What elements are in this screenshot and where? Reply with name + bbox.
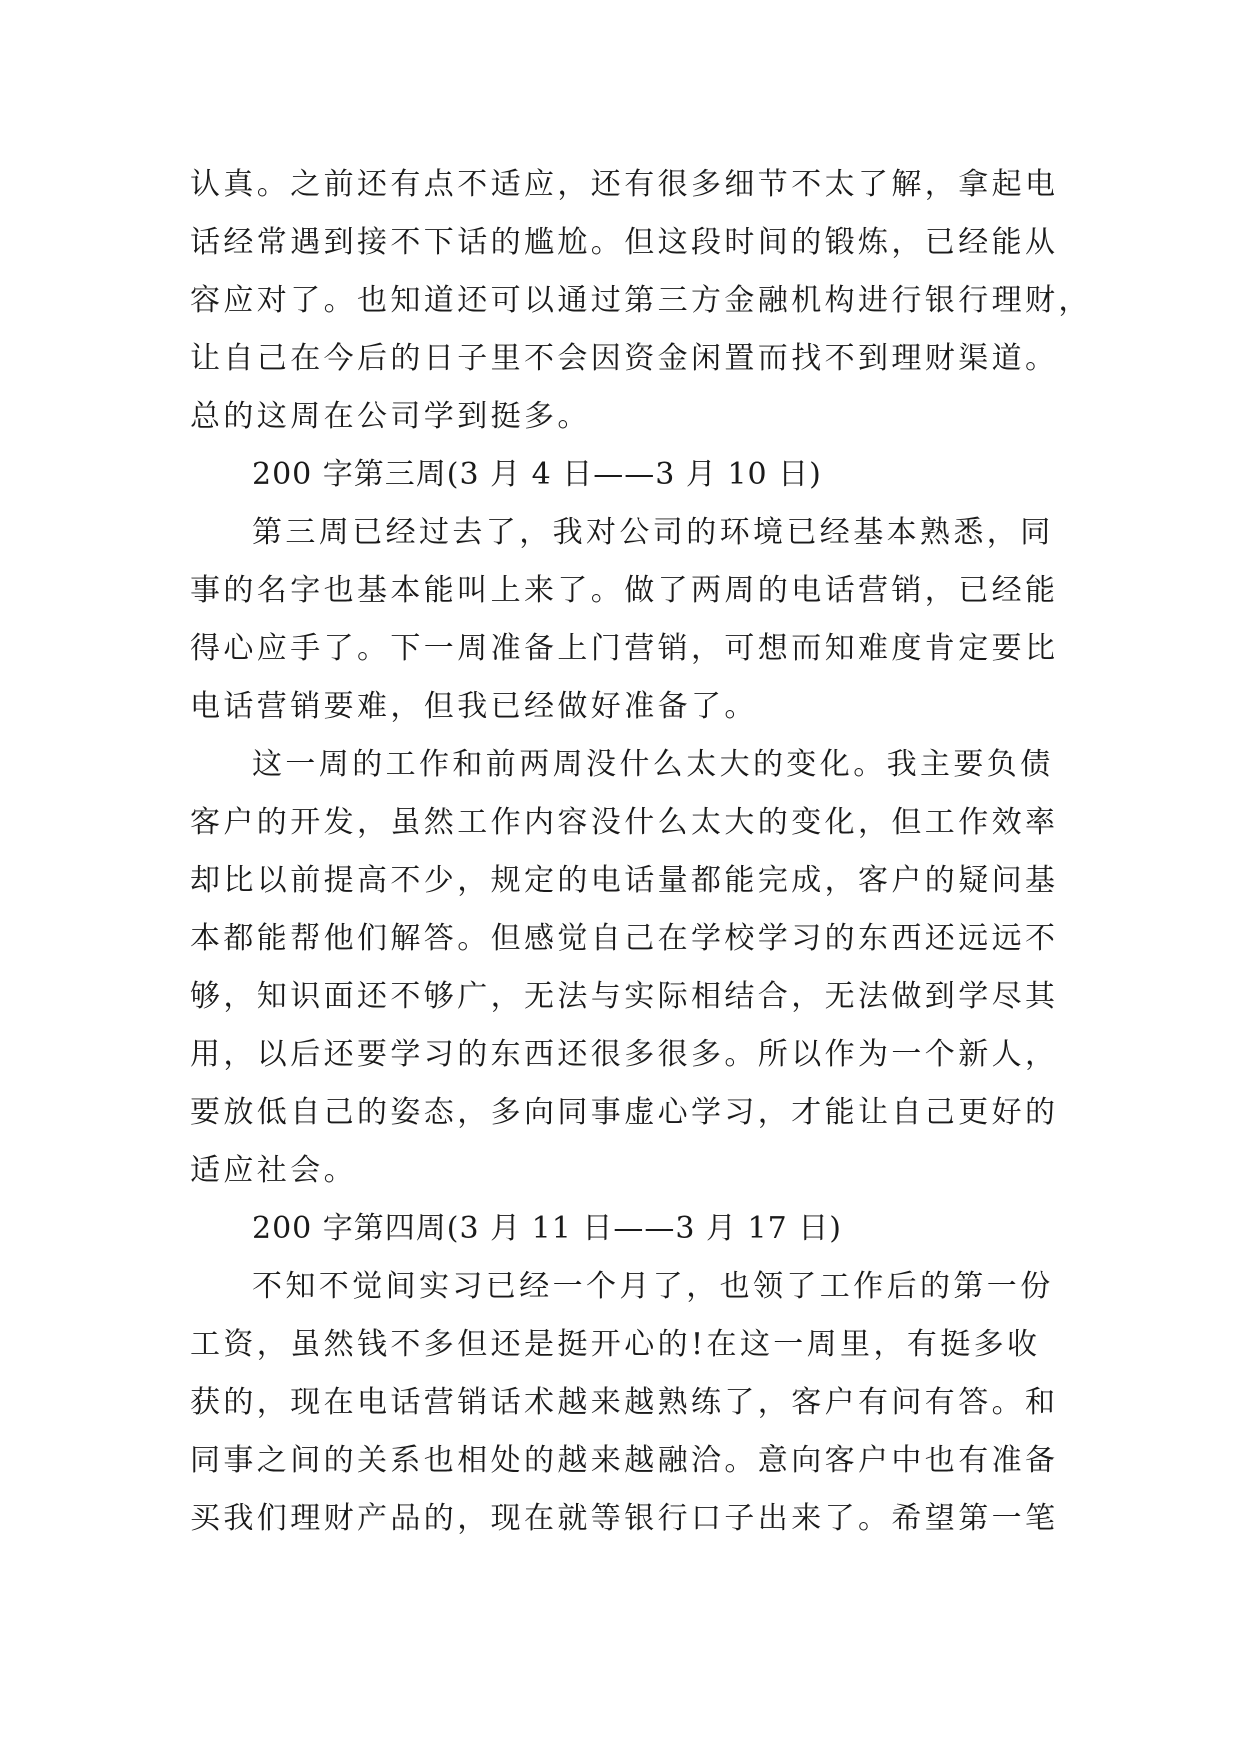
section-heading-week-4: 200 字第四周(3 月 11 日——3 月 17 日) — [252, 1211, 842, 1246]
text-line: 获的，现在电话营销话术越来越熟练了，客户有问有答。和 — [190, 1385, 1059, 1420]
paragraph-first-line: 不知不觉间实习已经一个月了，也领了工作后的第一份 — [252, 1269, 1054, 1304]
text-line: 用，以后还要学习的东西还很多很多。所以作为一个新人， — [190, 1037, 1059, 1072]
text-line: 却比以前提高不少，规定的电话量都能完成，客户的疑问基 — [190, 863, 1059, 898]
text-line: 要放低自己的姿态，多向同事虚心学习，才能让自己更好的 — [190, 1095, 1059, 1130]
section-heading-week-3: 200 字第三周(3 月 4 日——3 月 10 日) — [252, 457, 822, 492]
text-line: 够，知识面还不够广，无法与实际相结合，无法做到学尽其 — [190, 979, 1059, 1014]
text-line: 话经常遇到接不下话的尴尬。但这段时间的锻炼，已经能从 — [190, 225, 1059, 260]
text-line: 适应社会。 — [190, 1153, 357, 1188]
text-line: 本都能帮他们解答。但感觉自己在学校学习的东西还远远不 — [190, 921, 1059, 956]
text-line: 电话营销要难，但我已经做好准备了。 — [190, 689, 758, 724]
text-line: 得心应手了。下一周准备上门营销，可想而知难度肯定要比 — [190, 631, 1059, 666]
text-line: 认真。之前还有点不适应，还有很多细节不太了解，拿起电 — [190, 167, 1059, 202]
text-line: 同事之间的关系也相处的越来越融洽。意向客户中也有准备 — [190, 1443, 1059, 1478]
text-line: 让自己在今后的日子里不会因资金闲置而找不到理财渠道。 — [190, 341, 1059, 376]
text-line: 事的名字也基本能叫上来了。做了两周的电话营销，已经能 — [190, 573, 1059, 608]
text-line: 工资，虽然钱不多但还是挺开心的!在这一周里，有挺多收 — [190, 1327, 1041, 1362]
paragraph-first-line: 这一周的工作和前两周没什么太大的变化。我主要负债 — [252, 747, 1054, 782]
text-line: 总的这周在公司学到挺多。 — [190, 399, 591, 434]
text-line: 客户的开发，虽然工作内容没什么太大的变化，但工作效率 — [190, 805, 1059, 840]
text-line: 买我们理财产品的，现在就等银行口子出来了。希望第一笔 — [190, 1501, 1059, 1536]
paragraph-first-line: 第三周已经过去了，我对公司的环境已经基本熟悉，同 — [252, 515, 1054, 550]
text-line: 容应对了。也知道还可以通过第三方金融机构进行银行理财， — [190, 283, 1092, 318]
